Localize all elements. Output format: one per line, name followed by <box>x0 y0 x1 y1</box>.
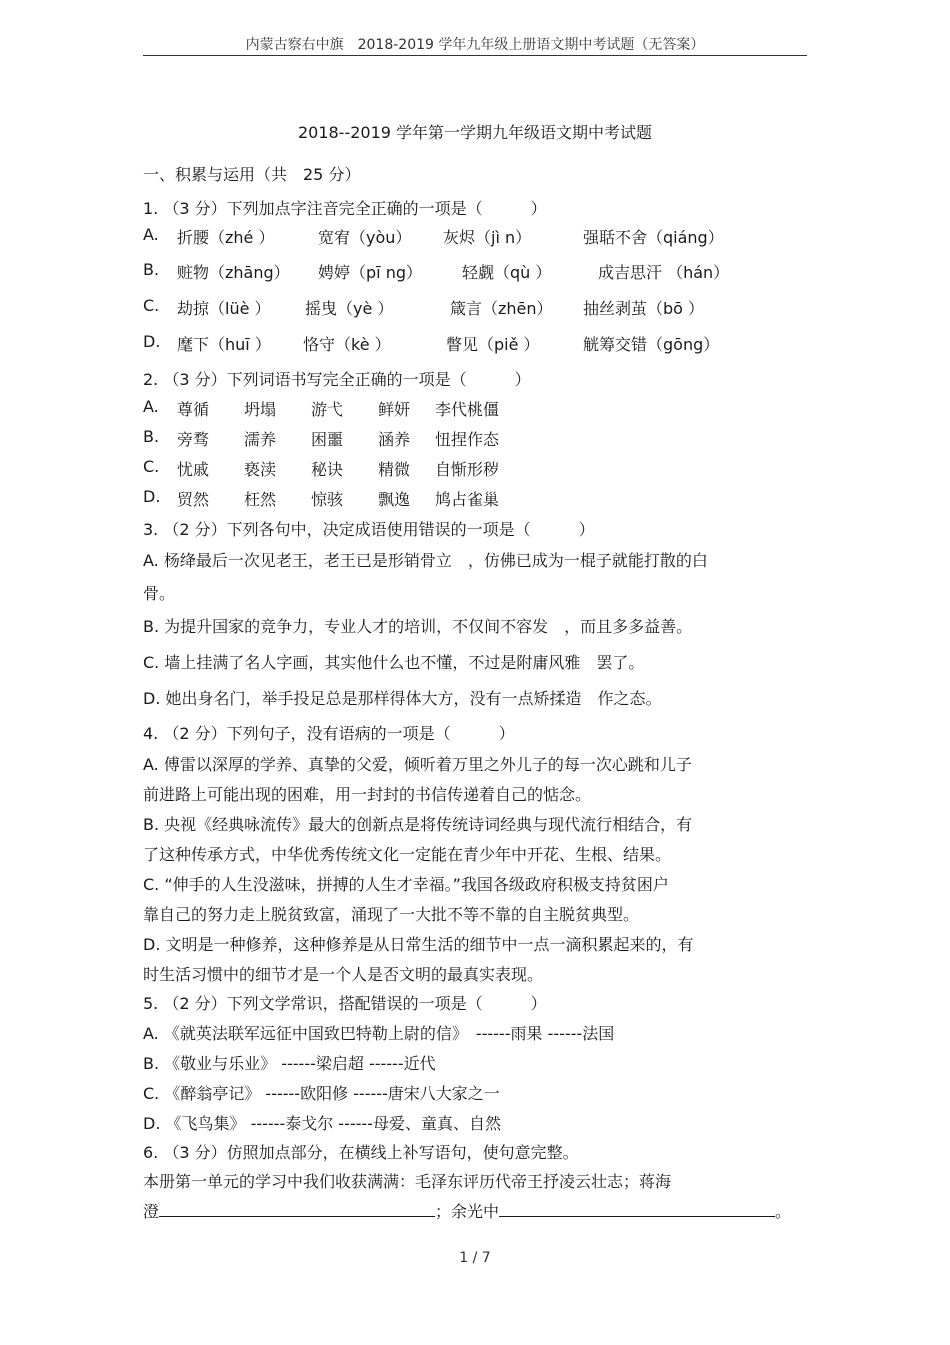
q1-a-item: 折腰（zhé ） <box>177 228 275 247</box>
q1-a-item: 灰烬（jì n） <box>443 228 532 247</box>
q3-option-a-cont: 骨。 <box>143 584 176 603</box>
q2-d-word: 枉然 <box>244 490 277 509</box>
q4-option-d-cont: 时生活习惯中的细节才是一个人是否文明的最真实表现。 <box>143 965 544 984</box>
q4-option-d: D. 文明是一种修养，这种修养是从日常生活的细节中一点一滴积累起来的，有 <box>143 935 694 954</box>
q5-option-d: D. 《飞鸟集》 ------泰戈尔 ------母爱、童真、自然 <box>143 1114 501 1133</box>
q1-c-item: 箴言（zhēn） <box>450 299 553 318</box>
q1-d-label: D. <box>143 332 161 351</box>
q2-b-word: 困噩 <box>311 430 344 449</box>
q2-b-word: 旁骛 <box>177 430 210 449</box>
q2-c-word: 亵渎 <box>244 460 277 479</box>
q2-c-label: C. <box>143 457 160 476</box>
q2-b-word: 涵养 <box>378 430 411 449</box>
q3-option-a: A. 杨绛最后一次见老王，老王已是形销骨立 ，仿佛已成为一棍子就能打散的白 <box>143 551 708 570</box>
q4-option-a: A. 傅雷以深厚的学养、真挚的父爱，倾听着万里之外儿子的每一次心跳和儿子 <box>143 755 692 774</box>
q2-stem: 2. （3 分）下列词语书写完全正确的一项是（ ） <box>143 370 531 389</box>
q5-stem: 5. （2 分）下列文学常识，搭配错误的一项是（ ） <box>143 994 547 1013</box>
q3-stem: 3. （2 分）下列各句中，决定成语使用错误的一项是（ ） <box>143 520 595 539</box>
q1-a-item: 宽宥（yòu） <box>318 228 412 247</box>
q1-a-item: 强聒不舍（qiáng） <box>583 228 724 247</box>
q1-b-item: 轻觑（qù ） <box>462 263 552 282</box>
q2-d-label: D. <box>143 487 161 506</box>
q1-d-item: 麾下（huī ） <box>177 335 271 354</box>
q1-b-item: 赃物（zhāng） <box>177 263 290 282</box>
q6-stem: 6. （3 分）仿照加点部分，在横线上补写语句，使句意完整。 <box>143 1143 579 1162</box>
q1-b-item: 娉婷（pī ng） <box>318 263 422 282</box>
page-number: 1 / 7 <box>459 1250 491 1266</box>
header-rule <box>143 55 807 56</box>
q2-b-word: 濡养 <box>244 430 277 449</box>
q2-b-label: B. <box>143 427 160 446</box>
q2-d-word: 贸然 <box>177 490 210 509</box>
q1-d-item: 觥筹交错（gōng） <box>583 335 720 354</box>
q1-d-item: 瞥见（piě ） <box>446 335 540 354</box>
q1-b-label: B. <box>143 260 160 279</box>
q2-d-word: 鸠占雀巢 <box>435 490 500 509</box>
q1-c-item: 摇曳（yè ） <box>305 299 394 318</box>
q6-fill-text: 。 <box>775 1202 792 1221</box>
q2-c-word: 精微 <box>378 460 411 479</box>
q2-d-word: 飘逸 <box>378 490 411 509</box>
q4-option-c-cont: 靠自己的努力走上脱贫致富，涌现了一大批不等不靠的自主脱贫典型。 <box>143 905 640 924</box>
q2-a-word: 尊循 <box>177 400 210 419</box>
q4-stem: 4. （2 分）下列句子，没有语病的一项是（ ） <box>143 724 515 743</box>
q1-c-item: 劫掠（lüè ） <box>177 299 271 318</box>
q3-option-d: D. 她出身名门，举手投足总是那样得体大方，没有一点矫揉造 作之态。 <box>143 689 662 708</box>
q2-c-word: 忧戚 <box>177 460 210 479</box>
q6-prompt: 本册第一单元的学习中我们收获满满：毛泽东评历代帝王抒凌云壮志；蒋海 <box>143 1172 672 1191</box>
q4-option-a-cont: 前进路上可能出现的困难，用一封封的书信传递着自己的惦念。 <box>143 785 592 804</box>
q2-a-word: 坍塌 <box>244 400 277 419</box>
q2-d-word: 惊骇 <box>311 490 344 509</box>
q1-c-item: 抽丝剥茧（bō ） <box>583 299 705 318</box>
q6-fill-line <box>143 1199 791 1222</box>
q2-a-word: 鲜妍 <box>378 400 411 419</box>
q2-a-word: 李代桃僵 <box>435 400 500 419</box>
exam-title: 2018--2019 学年第一学期九年级语文期中考试题 <box>297 123 653 142</box>
q5-option-a: A. 《就英法联军远征中国致巴特勒上尉的信》 ------雨果 ------法国 <box>143 1024 615 1043</box>
q2-a-word: 游弋 <box>311 400 344 419</box>
q4-option-b: B. 央视《经典咏流传》最大的创新点是将传统诗词经典与现代流行相结合，有 <box>143 815 693 834</box>
answer-blank[interactable] <box>159 1202 435 1217</box>
q2-c-word: 自惭形秽 <box>435 460 500 479</box>
q4-option-c: C. “伸手的人生没滋味，拼搏的人生才幸福。”我国各级政府积极支持贫困户 <box>143 875 669 894</box>
q2-c-word: 秘诀 <box>311 460 344 479</box>
q1-c-label: C. <box>143 296 160 315</box>
q6-fill-text: 澄 <box>143 1202 160 1221</box>
q1-stem: 1. （3 分）下列加点字注音完全正确的一项是（ ） <box>143 199 547 218</box>
page-header: 内蒙古察右中旗 2018-2019 学年九年级上册语文期中考试题（无答案） <box>245 37 705 53</box>
q5-option-c: C. 《醉翁亭记》 ------欧阳修 ------唐宋八大家之一 <box>143 1084 500 1103</box>
q6-fill-text: ；余光中 <box>435 1202 500 1221</box>
q1-d-item: 恪守（kè ） <box>303 335 391 354</box>
q4-option-b-cont: 了这种传承方式，中华优秀传统文化一定能在青少年中开花、生根、结果。 <box>143 845 672 864</box>
q2-b-word: 忸捏作态 <box>435 430 500 449</box>
q2-a-label: A. <box>143 397 159 416</box>
q1-a-label: A. <box>143 225 159 244</box>
q5-option-b: B. 《敬业与乐业》 ------梁启超 ------近代 <box>143 1054 436 1073</box>
q1-b-item: 成吉思汗 （hán） <box>598 263 730 282</box>
q3-option-c: C. 墙上挂满了名人字画，其实他什么也不懂，不过是附庸风雅 罢了。 <box>143 653 645 672</box>
answer-blank[interactable] <box>499 1202 775 1217</box>
q3-option-b: B. 为提升国家的竞争力，专业人才的培训，不仅间不容发 ，而且多多益善。 <box>143 617 693 636</box>
section-heading: 一、积累与运用（共 25 分） <box>143 165 361 184</box>
